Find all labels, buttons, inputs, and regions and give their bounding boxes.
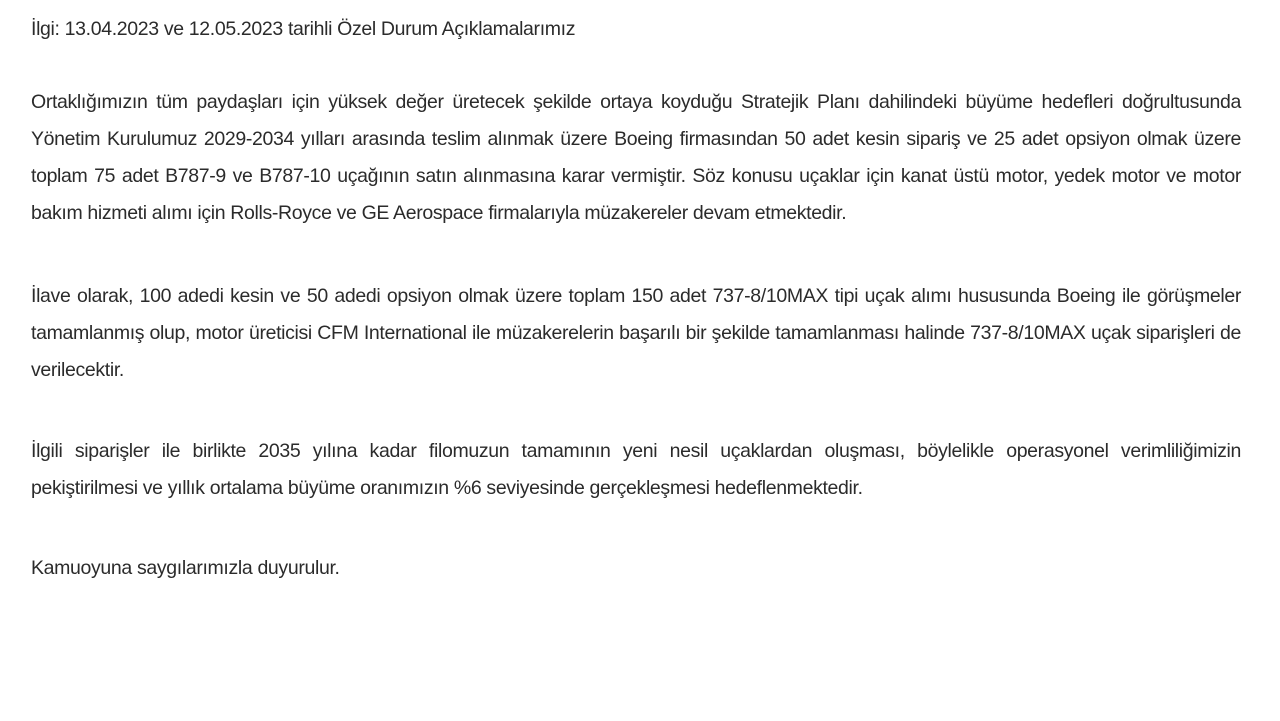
reference-line: İlgi: 13.04.2023 ve 12.05.2023 tarihli Özel Durum Açıklamalarımız <box>31 18 576 40</box>
paragraph-aircraft-order-narrowbody: İlave olarak, 100 adedi kesin ve 50 adedi opsiyon olmak üzere toplam 150 adet 737-8/10MAX tipi uçak alımı hususunda Boeing ile görüşmeler tamamlanmış olup, motor üreticisi CFM International ile müzakerelerin başarılı bir şekilde tamamlanması halinde 737-8/10MAX uçak siparişleri de verilecektir. <box>31 285 1241 381</box>
paragraph-aircraft-order-widebody: Ortaklığımızın tüm paydaşları için yüksek değer üretecek şekilde ortaya koyduğu Stratejik Planı dahilindeki büyüme hedefleri doğrultusunda Yönetim Kurulumuz 2029-2034 yılları arasında teslim alınmak üzere Boeing firmasından 50 adet kesin sipariş ve 25 adet opsiyon olmak üzere toplam 75 adet B787-9 ve B787-10 uçağının satın alınmasına karar vermiştir. Söz konusu uçaklar için kanat üstü motor, yedek motor ve motor bakım hizmeti alımı için Rolls-Royce ve GE Aerospace firmalarıyla müzakereler devam etmektedir. <box>31 91 1241 224</box>
paragraph-fleet-goals: İlgili siparişler ile birlikte 2035 yılına kadar filomuzun tamamının yeni nesil uçaklardan oluşması, böylelikle operasyonel verimliliğimizin pekiştirilmesi ve yıllık ortalama büyüme oranımızın %6 seviyesinde gerçekleşmesi hedeflenmektedir. <box>31 440 1241 499</box>
announcement-document <box>31 14 1241 583</box>
closing-line: Kamuoyuna saygılarımızla duyurulur. <box>31 557 340 579</box>
